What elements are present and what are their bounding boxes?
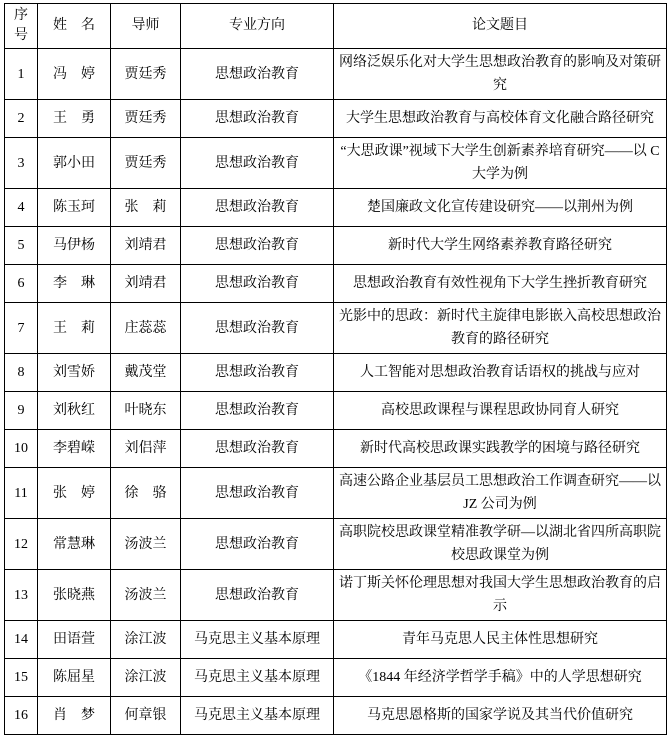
advisor-name-cell: 张 莉: [111, 189, 181, 227]
table-row: [5, 570, 667, 621]
thesis-table-header: [5, 4, 667, 49]
thesis-title-cell: 思想政治教育有效性视角下大学生挫折教育研究: [334, 265, 667, 303]
row-serial-number: 4: [5, 189, 38, 227]
major-direction-cell: 思想政治教育: [181, 49, 334, 100]
thesis-title-cell: 《1844 年经济学哲学手稿》中的人学思想研究: [334, 659, 667, 697]
thesis-title-cell: 网络泛娱乐化对大学生思想政治教育的影响及对策研究: [334, 49, 667, 100]
advisor-name-cell: 庄蕊蕊: [111, 303, 181, 354]
major-direction-cell: 思想政治教育: [181, 519, 334, 570]
thesis-table-body: [5, 49, 667, 735]
student-name-cell: 马伊杨: [38, 227, 111, 265]
row-serial-number: 7: [5, 303, 38, 354]
header-major: 专业方向: [181, 4, 334, 49]
table-row: [5, 265, 667, 303]
thesis-title-cell: 高速公路企业基层员工思想政治工作调查研究——以 JZ 公司为例: [334, 468, 667, 519]
table-row: [5, 49, 667, 100]
table-row: [5, 189, 667, 227]
student-name-cell: 李 琳: [38, 265, 111, 303]
major-direction-cell: 马克思主义基本原理: [181, 659, 334, 697]
table-row: [5, 621, 667, 659]
advisor-name-cell: 涂江波: [111, 621, 181, 659]
student-name-cell: 王 勇: [38, 100, 111, 138]
major-direction-cell: 思想政治教育: [181, 265, 334, 303]
advisor-name-cell: 贾廷秀: [111, 49, 181, 100]
row-serial-number: 10: [5, 430, 38, 468]
major-direction-cell: 思想政治教育: [181, 227, 334, 265]
row-serial-number: 9: [5, 392, 38, 430]
row-serial-number: 8: [5, 354, 38, 392]
table-row: [5, 138, 667, 189]
student-name-cell: 郭小田: [38, 138, 111, 189]
thesis-title-cell: 新时代大学生网络素养教育路径研究: [334, 227, 667, 265]
major-direction-cell: 思想政治教育: [181, 100, 334, 138]
row-serial-number: 13: [5, 570, 38, 621]
thesis-title-cell: 高校思政课程与课程思政协同育人研究: [334, 392, 667, 430]
table-row: [5, 468, 667, 519]
row-serial-number: 11: [5, 468, 38, 519]
table-row: [5, 100, 667, 138]
advisor-name-cell: 贾廷秀: [111, 100, 181, 138]
table-row: [5, 354, 667, 392]
thesis-title-cell: 高职院校思政课堂精准教学研—以湖北省四所高职院校思政课堂为例: [334, 519, 667, 570]
row-serial-number: 12: [5, 519, 38, 570]
major-direction-cell: 思想政治教育: [181, 303, 334, 354]
advisor-name-cell: 何章银: [111, 697, 181, 735]
row-serial-number: 2: [5, 100, 38, 138]
student-name-cell: 张晓燕: [38, 570, 111, 621]
thesis-title-cell: 光影中的思政：新时代主旋律电影嵌入高校思想政治教育的路径研究: [334, 303, 667, 354]
advisor-name-cell: 涂江波: [111, 659, 181, 697]
row-serial-number: 3: [5, 138, 38, 189]
major-direction-cell: 思想政治教育: [181, 570, 334, 621]
thesis-title-cell: 诺丁斯关怀伦理思想对我国大学生思想政治教育的启示: [334, 570, 667, 621]
student-name-cell: 肖 梦: [38, 697, 111, 735]
student-name-cell: 王 莉: [38, 303, 111, 354]
advisor-name-cell: 刘靖君: [111, 265, 181, 303]
major-direction-cell: 思想政治教育: [181, 189, 334, 227]
thesis-title-cell: 人工智能对思想政治教育话语权的挑战与应对: [334, 354, 667, 392]
advisor-name-cell: 汤波兰: [111, 519, 181, 570]
header-row: [5, 4, 667, 49]
student-name-cell: 刘秋红: [38, 392, 111, 430]
student-name-cell: 陈玉珂: [38, 189, 111, 227]
table-row: [5, 659, 667, 697]
row-serial-number: 5: [5, 227, 38, 265]
advisor-name-cell: 叶晓东: [111, 392, 181, 430]
table-row: [5, 430, 667, 468]
advisor-name-cell: 汤波兰: [111, 570, 181, 621]
table-row: [5, 519, 667, 570]
thesis-table: [4, 3, 667, 735]
major-direction-cell: 思想政治教育: [181, 138, 334, 189]
row-serial-number: 15: [5, 659, 38, 697]
row-serial-number: 16: [5, 697, 38, 735]
major-direction-cell: 思想政治教育: [181, 468, 334, 519]
student-name-cell: 田语萱: [38, 621, 111, 659]
header-student-name: 姓 名: [38, 4, 111, 49]
thesis-title-cell: 新时代高校思政课实践教学的困境与路径研究: [334, 430, 667, 468]
header-thesis-title: 论文题目: [334, 4, 667, 49]
row-serial-number: 1: [5, 49, 38, 100]
header-advisor: 导师: [111, 4, 181, 49]
table-row: [5, 303, 667, 354]
table-row: [5, 227, 667, 265]
thesis-title-cell: 马克思恩格斯的国家学说及其当代价值研究: [334, 697, 667, 735]
advisor-name-cell: 徐 骆: [111, 468, 181, 519]
advisor-name-cell: 贾廷秀: [111, 138, 181, 189]
row-serial-number: 14: [5, 621, 38, 659]
major-direction-cell: 思想政治教育: [181, 392, 334, 430]
student-name-cell: 陈屈星: [38, 659, 111, 697]
thesis-title-cell: “大思政课”视域下大学生创新素养培育研究——以 C 大学为例: [334, 138, 667, 189]
advisor-name-cell: 戴茂堂: [111, 354, 181, 392]
header-serial-number: 序号: [5, 4, 38, 49]
student-name-cell: 张 婷: [38, 468, 111, 519]
table-row: [5, 697, 667, 735]
student-name-cell: 李碧嵘: [38, 430, 111, 468]
student-name-cell: 常慧琳: [38, 519, 111, 570]
advisor-name-cell: 刘侣萍: [111, 430, 181, 468]
major-direction-cell: 马克思主义基本原理: [181, 621, 334, 659]
major-direction-cell: 思想政治教育: [181, 354, 334, 392]
table-row: [5, 392, 667, 430]
major-direction-cell: 思想政治教育: [181, 430, 334, 468]
row-serial-number: 6: [5, 265, 38, 303]
student-name-cell: 刘雪娇: [38, 354, 111, 392]
thesis-title-cell: 大学生思想政治教育与高校体育文化融合路径研究: [334, 100, 667, 138]
thesis-title-cell: 青年马克思人民主体性思想研究: [334, 621, 667, 659]
thesis-title-cell: 楚国廉政文化宣传建设研究——以荆州为例: [334, 189, 667, 227]
student-name-cell: 冯 婷: [38, 49, 111, 100]
advisor-name-cell: 刘靖君: [111, 227, 181, 265]
major-direction-cell: 马克思主义基本原理: [181, 697, 334, 735]
